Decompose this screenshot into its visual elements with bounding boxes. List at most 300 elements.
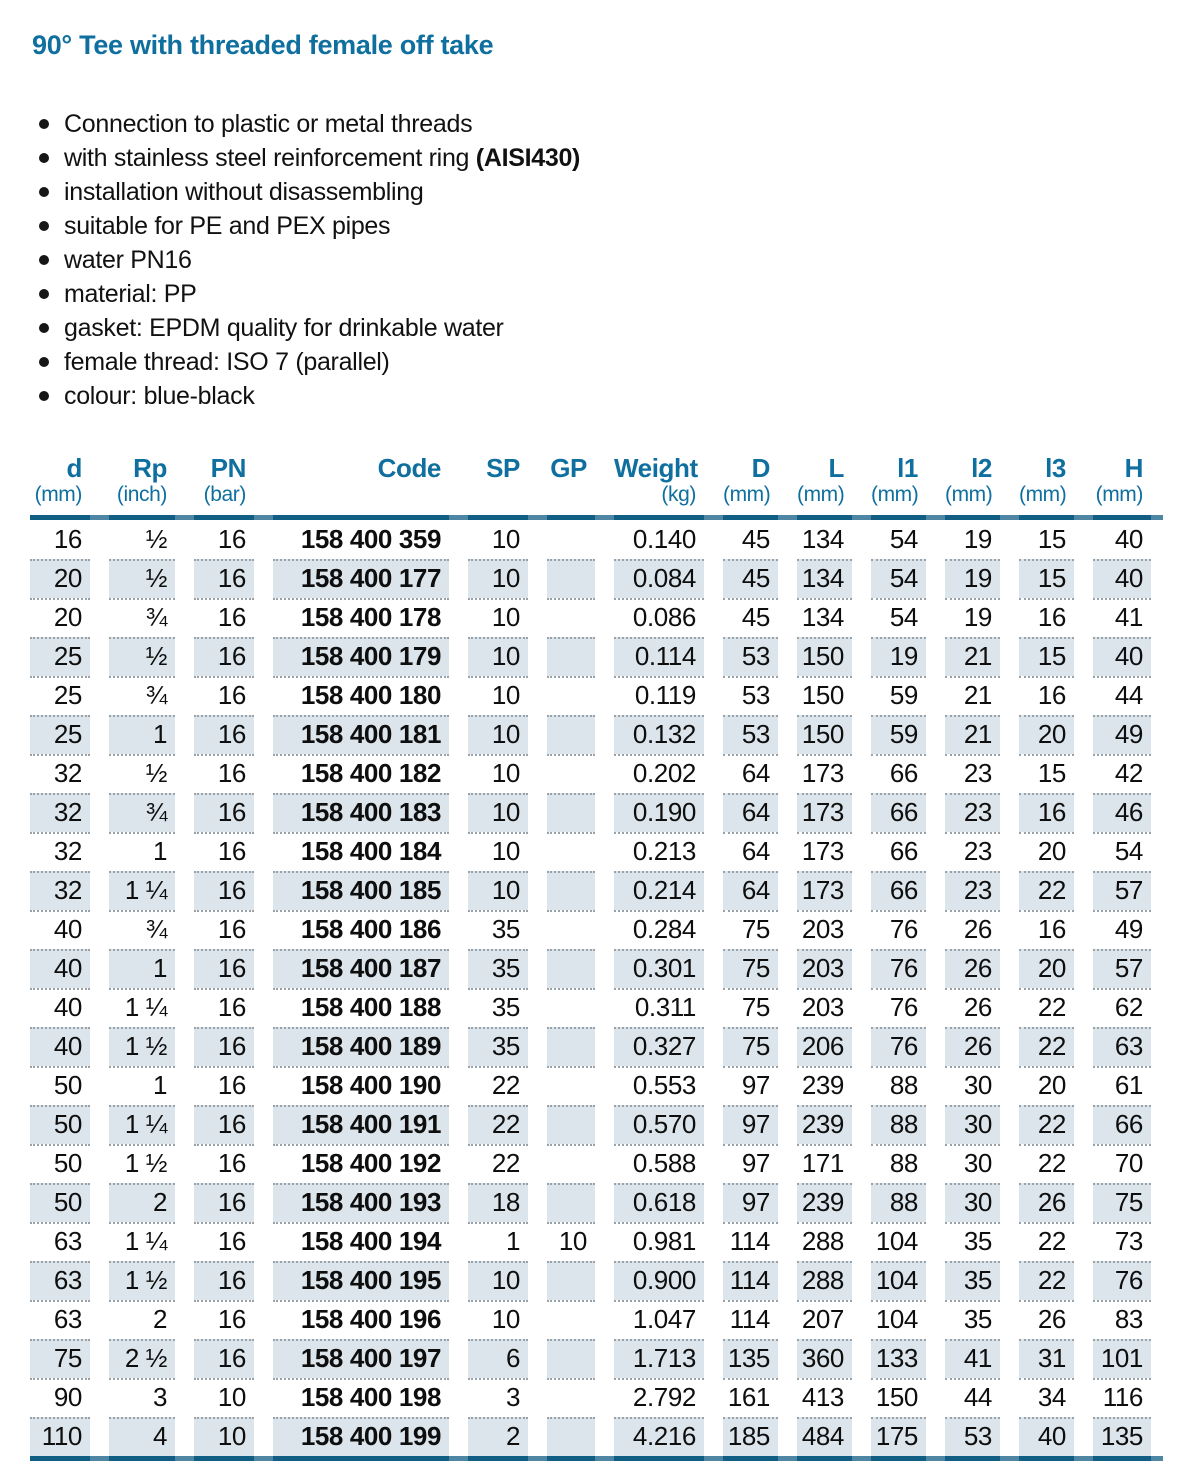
feature-item xyxy=(36,107,1163,141)
feature-item xyxy=(36,345,1163,379)
cell-d: 20 xyxy=(30,559,90,598)
cell-code: 158 400 199 xyxy=(273,1417,449,1456)
cell-code: 158 400 191 xyxy=(273,1105,449,1144)
table-row xyxy=(30,1261,1163,1300)
cell-pn: 16 xyxy=(194,676,254,715)
cell-L: 203 xyxy=(797,910,852,949)
cell-H: 62 xyxy=(1093,988,1151,1027)
cell-weight: 0.132 xyxy=(614,715,704,754)
cell-l1: 104 xyxy=(871,1261,926,1300)
cell-D: 114 xyxy=(723,1300,778,1339)
cell-l2: 26 xyxy=(945,988,1000,1027)
cell-gp xyxy=(547,1261,595,1300)
table-row xyxy=(30,559,1163,598)
cell-sp: 18 xyxy=(468,1183,528,1222)
cell-l2: 26 xyxy=(945,910,1000,949)
cell-pn: 16 xyxy=(194,637,254,676)
col-unit-code xyxy=(273,483,449,515)
col-header-D: D xyxy=(751,453,770,483)
cell-D: 53 xyxy=(723,637,778,676)
cell-code: 158 400 188 xyxy=(273,988,449,1027)
cell-rp: ½ xyxy=(145,524,167,554)
cell-l2: 19 xyxy=(945,559,1000,598)
cell-D: 75 xyxy=(723,1027,778,1066)
cell-sp: 10 xyxy=(468,559,528,598)
cell-gp xyxy=(547,754,595,793)
cell-l2: 35 xyxy=(945,1261,1000,1300)
cell-L: 150 xyxy=(797,715,852,754)
cell-weight: 0.086 xyxy=(614,598,704,637)
cell-code: 158 400 197 xyxy=(273,1339,449,1378)
cell-H: 49 xyxy=(1093,910,1151,949)
cell-gp xyxy=(547,1417,595,1456)
cell-rp: 1 xyxy=(109,949,175,988)
table-row xyxy=(30,598,1163,637)
table-row xyxy=(30,1300,1163,1339)
rule-segment xyxy=(871,1456,926,1461)
cell-l2: 26 xyxy=(945,1027,1000,1066)
cell-l1: 66 xyxy=(871,871,926,910)
cell-pn: 16 xyxy=(194,910,254,949)
col-header-l3: l3 xyxy=(1045,453,1066,483)
cell-gp xyxy=(547,1339,595,1378)
cell-l1: 76 xyxy=(871,910,926,949)
rule-segment xyxy=(945,1456,1000,1461)
cell-H: 116 xyxy=(1093,1378,1151,1417)
cell-D: 53 xyxy=(723,676,778,715)
cell-gp xyxy=(547,832,595,871)
cell-l3: 22 xyxy=(1019,988,1074,1027)
col-header-pn: PN xyxy=(210,453,246,483)
cell-l3: 15 xyxy=(1019,559,1074,598)
cell-l1: 88 xyxy=(871,1066,926,1105)
cell-code: 158 400 181 xyxy=(273,715,449,754)
feature-item xyxy=(36,141,1163,175)
cell-l1: 66 xyxy=(871,754,926,793)
cell-L: 413 xyxy=(797,1378,852,1417)
cell-gp xyxy=(547,949,595,988)
cell-L: 484 xyxy=(797,1417,852,1456)
col-unit-gp xyxy=(547,483,595,515)
cell-L: 173 xyxy=(797,832,852,871)
cell-D: 135 xyxy=(723,1339,778,1378)
cell-pn: 16 xyxy=(194,1066,254,1105)
cell-pn: 16 xyxy=(194,1339,254,1378)
cell-H: 57 xyxy=(1093,949,1151,988)
cell-H: 42 xyxy=(1093,754,1151,793)
cell-d: 40 xyxy=(30,949,90,988)
cell-sp: 10 xyxy=(468,832,528,871)
cell-d: 20 xyxy=(30,598,90,637)
cell-sp: 10 xyxy=(468,676,528,715)
table-row xyxy=(30,676,1163,715)
cell-sp: 10 xyxy=(468,598,528,637)
cell-l1: 150 xyxy=(871,1378,926,1417)
feature-item xyxy=(36,175,1163,209)
cell-sp: 10 xyxy=(468,1261,528,1300)
cell-D: 64 xyxy=(723,832,778,871)
cell-sp: 10 xyxy=(468,871,528,910)
cell-rp: ½ xyxy=(109,637,175,676)
rule-segment xyxy=(547,1456,595,1461)
col-header-l2: l2 xyxy=(971,453,992,483)
cell-L: 360 xyxy=(797,1339,852,1378)
cell-pn: 16 xyxy=(194,1300,254,1339)
cell-gp xyxy=(547,1378,595,1417)
cell-rp: 1 ¼ xyxy=(109,1105,175,1144)
cell-sp: 2 xyxy=(468,1417,528,1456)
cell-d: 63 xyxy=(30,1222,90,1261)
cell-d: 50 xyxy=(30,1105,90,1144)
cell-l1: 88 xyxy=(871,1183,926,1222)
cell-l2: 23 xyxy=(945,832,1000,871)
cell-rp: 2 xyxy=(109,1183,175,1222)
cell-L: 173 xyxy=(797,793,852,832)
cell-L: 288 xyxy=(797,1261,852,1300)
cell-pn: 16 xyxy=(194,1027,254,1066)
cell-l1: 76 xyxy=(871,1027,926,1066)
cell-code: 158 400 184 xyxy=(273,832,449,871)
cell-H: 54 xyxy=(1093,832,1151,871)
cell-sp: 35 xyxy=(468,1027,528,1066)
cell-weight: 0.119 xyxy=(614,676,704,715)
col-unit-pn: (bar) xyxy=(203,483,246,506)
cell-pn: 16 xyxy=(194,1144,254,1183)
table-row xyxy=(30,1222,1163,1261)
cell-code: 158 400 198 xyxy=(273,1378,449,1417)
cell-weight: 1.047 xyxy=(614,1300,704,1339)
cell-weight: 0.301 xyxy=(614,949,704,988)
cell-l2: 30 xyxy=(945,1183,1000,1222)
cell-H: 46 xyxy=(1093,793,1151,832)
cell-rp: ½ xyxy=(109,559,175,598)
cell-d: 40 xyxy=(30,910,90,949)
cell-pn: 16 xyxy=(194,1222,254,1261)
cell-L: 173 xyxy=(797,871,852,910)
table-row xyxy=(30,715,1163,754)
cell-d: 25 xyxy=(30,676,90,715)
cell-l3: 22 xyxy=(1019,871,1074,910)
cell-H: 61 xyxy=(1093,1066,1151,1105)
col-header-rp: Rp xyxy=(133,453,167,483)
cell-d: 16 xyxy=(53,524,82,554)
cell-l3: 26 xyxy=(1019,1183,1074,1222)
cell-gp xyxy=(547,1144,595,1183)
cell-L: 134 xyxy=(797,598,852,637)
cell-gp xyxy=(547,598,595,637)
table-row xyxy=(30,1183,1163,1222)
cell-l1: 175 xyxy=(871,1417,926,1456)
cell-l1: 104 xyxy=(871,1222,926,1261)
feature-item xyxy=(36,379,1163,413)
cell-d: 50 xyxy=(30,1066,90,1105)
cell-gp xyxy=(547,520,595,559)
col-unit-d: (mm) xyxy=(34,483,82,506)
cell-gp xyxy=(547,1300,595,1339)
table-row xyxy=(30,871,1163,910)
cell-D: 75 xyxy=(723,910,778,949)
cell-H: 70 xyxy=(1093,1144,1151,1183)
cell-d: 32 xyxy=(30,754,90,793)
cell-weight: 0.284 xyxy=(614,910,704,949)
cell-sp: 10 xyxy=(468,1300,528,1339)
cell-d: 32 xyxy=(30,832,90,871)
cell-l2: 26 xyxy=(945,949,1000,988)
feature-item xyxy=(36,209,1163,243)
cell-rp: ¾ xyxy=(109,910,175,949)
cell-sp: 1 xyxy=(468,1222,528,1261)
col-header-sp: SP xyxy=(486,453,520,483)
cell-l1: 54 xyxy=(871,598,926,637)
cell-rp: 1 xyxy=(109,715,175,754)
cell-l2: 41 xyxy=(945,1339,1000,1378)
cell-D: 161 xyxy=(723,1378,778,1417)
cell-l3: 34 xyxy=(1019,1378,1074,1417)
cell-H: 135 xyxy=(1093,1417,1151,1456)
cell-L: 203 xyxy=(797,988,852,1027)
feature-text: water PN16 xyxy=(64,246,192,274)
col-header-d: d xyxy=(66,453,82,483)
cell-l2: 53 xyxy=(945,1417,1000,1456)
cell-code: 158 400 190 xyxy=(273,1066,449,1105)
cell-sp: 10 xyxy=(468,715,528,754)
cell-pn: 16 xyxy=(194,871,254,910)
cell-weight: 0.900 xyxy=(614,1261,704,1300)
col-unit-H: (mm) xyxy=(1095,483,1143,506)
cell-sp: 35 xyxy=(468,949,528,988)
cell-gp xyxy=(547,988,595,1027)
cell-l3: 15 xyxy=(1019,637,1074,676)
cell-sp: 6 xyxy=(468,1339,528,1378)
cell-rp: ½ xyxy=(109,754,175,793)
cell-l2: 21 xyxy=(945,676,1000,715)
cell-weight: 0.588 xyxy=(614,1144,704,1183)
cell-D: 64 xyxy=(723,793,778,832)
cell-weight: 0.114 xyxy=(614,637,704,676)
cell-rp: ¾ xyxy=(109,676,175,715)
cell-L: 171 xyxy=(797,1144,852,1183)
cell-weight: 0.311 xyxy=(614,988,704,1027)
col-unit-l1: (mm) xyxy=(871,483,919,506)
cell-weight: 1.713 xyxy=(614,1339,704,1378)
cell-weight: 0.553 xyxy=(614,1066,704,1105)
table-row xyxy=(30,1417,1163,1456)
cell-rp: 1 xyxy=(109,1066,175,1105)
cell-pn: 16 xyxy=(217,524,246,554)
table-row xyxy=(30,988,1163,1027)
cell-L: 203 xyxy=(797,949,852,988)
rule-segment xyxy=(30,1456,90,1461)
cell-H: 49 xyxy=(1093,715,1151,754)
cell-l1: 104 xyxy=(871,1300,926,1339)
cell-H: 40 xyxy=(1093,637,1151,676)
cell-sp: 22 xyxy=(468,1066,528,1105)
spec-table xyxy=(30,451,1163,1461)
feature-item xyxy=(36,311,1163,345)
cell-gp xyxy=(547,1066,595,1105)
cell-L: 239 xyxy=(797,1066,852,1105)
cell-d: 25 xyxy=(30,637,90,676)
rule-segment xyxy=(797,1456,852,1461)
cell-l3: 40 xyxy=(1019,1417,1074,1456)
col-header-H: H xyxy=(1124,453,1143,483)
cell-l3: 22 xyxy=(1019,1144,1074,1183)
cell-rp: 1 ½ xyxy=(109,1027,175,1066)
cell-l2: 19 xyxy=(963,524,992,554)
cell-l1: 54 xyxy=(889,524,918,554)
cell-rp: 1 ½ xyxy=(109,1261,175,1300)
cell-l2: 30 xyxy=(945,1066,1000,1105)
cell-code: 158 400 177 xyxy=(273,559,449,598)
cell-code: 158 400 187 xyxy=(273,949,449,988)
cell-H: 40 xyxy=(1114,524,1143,554)
cell-l3: 16 xyxy=(1019,676,1074,715)
cell-rp: 1 ¼ xyxy=(109,871,175,910)
cell-d: 50 xyxy=(30,1144,90,1183)
table-row xyxy=(30,793,1163,832)
cell-pn: 16 xyxy=(194,1183,254,1222)
cell-H: 76 xyxy=(1093,1261,1151,1300)
cell-gp xyxy=(547,1027,595,1066)
col-unit-weight: (kg) xyxy=(661,483,696,506)
col-header-l1: l1 xyxy=(897,453,918,483)
table-row xyxy=(30,1066,1163,1105)
cell-rp: 4 xyxy=(109,1417,175,1456)
feature-list xyxy=(36,107,1163,413)
cell-l2: 35 xyxy=(945,1300,1000,1339)
cell-H: 41 xyxy=(1093,598,1151,637)
rule-segment xyxy=(723,1456,778,1461)
table-row xyxy=(30,520,1163,559)
cell-pn: 16 xyxy=(194,715,254,754)
cell-D: 97 xyxy=(723,1144,778,1183)
cell-weight: 0.140 xyxy=(632,524,696,554)
cell-weight: 0.570 xyxy=(614,1105,704,1144)
cell-rp: 1 ½ xyxy=(109,1144,175,1183)
cell-d: 32 xyxy=(30,793,90,832)
cell-l1: 76 xyxy=(871,949,926,988)
cell-gp xyxy=(547,1105,595,1144)
cell-rp: 1 xyxy=(109,832,175,871)
cell-gp xyxy=(547,715,595,754)
cell-gp xyxy=(547,676,595,715)
cell-code: 158 400 189 xyxy=(273,1027,449,1066)
cell-code: 158 400 195 xyxy=(273,1261,449,1300)
cell-l2: 44 xyxy=(945,1378,1000,1417)
cell-l3: 22 xyxy=(1019,1105,1074,1144)
cell-l3: 20 xyxy=(1019,949,1074,988)
cell-L: 206 xyxy=(797,1027,852,1066)
cell-H: 66 xyxy=(1093,1105,1151,1144)
cell-pn: 16 xyxy=(194,949,254,988)
cell-l2: 23 xyxy=(945,871,1000,910)
cell-L: 150 xyxy=(797,637,852,676)
cell-l1: 76 xyxy=(871,988,926,1027)
feature-text: female thread: ISO 7 (parallel) xyxy=(64,348,390,376)
cell-L: 134 xyxy=(801,524,844,554)
cell-l3: 20 xyxy=(1019,832,1074,871)
cell-rp: ¾ xyxy=(109,793,175,832)
cell-l1: 54 xyxy=(871,559,926,598)
cell-l3: 22 xyxy=(1019,1261,1074,1300)
cell-code: 158 400 179 xyxy=(273,637,449,676)
cell-weight: 0.213 xyxy=(614,832,704,871)
feature-item xyxy=(36,243,1163,277)
cell-d: 40 xyxy=(30,988,90,1027)
bottom-rule xyxy=(30,1456,1163,1461)
table-row xyxy=(30,1144,1163,1183)
cell-D: 114 xyxy=(723,1222,778,1261)
cell-l1: 59 xyxy=(871,715,926,754)
cell-l3: 15 xyxy=(1037,524,1066,554)
cell-H: 63 xyxy=(1093,1027,1151,1066)
cell-pn: 16 xyxy=(194,598,254,637)
cell-gp xyxy=(547,793,595,832)
cell-rp: 2 xyxy=(109,1300,175,1339)
cell-L: 150 xyxy=(797,676,852,715)
cell-pn: 16 xyxy=(194,754,254,793)
cell-pn: 10 xyxy=(194,1417,254,1456)
cell-l2: 30 xyxy=(945,1144,1000,1183)
table-row xyxy=(30,832,1163,871)
rule-segment xyxy=(614,1456,704,1461)
cell-d: 75 xyxy=(30,1339,90,1378)
cell-code: 158 400 180 xyxy=(273,676,449,715)
cell-l2: 23 xyxy=(945,793,1000,832)
cell-weight: 0.190 xyxy=(614,793,704,832)
col-header-weight: Weight xyxy=(614,453,698,483)
cell-code: 158 400 183 xyxy=(273,793,449,832)
cell-gp xyxy=(547,910,595,949)
cell-weight: 0.214 xyxy=(614,871,704,910)
cell-pn: 10 xyxy=(194,1378,254,1417)
cell-l3: 16 xyxy=(1019,793,1074,832)
col-unit-sp xyxy=(468,483,528,515)
cell-code: 158 400 192 xyxy=(273,1144,449,1183)
cell-l2: 23 xyxy=(945,754,1000,793)
cell-code: 158 400 196 xyxy=(273,1300,449,1339)
cell-pn: 16 xyxy=(194,1105,254,1144)
rule-segment xyxy=(273,1456,449,1461)
col-unit-l3: (mm) xyxy=(1019,483,1067,506)
rule-segment xyxy=(194,1456,254,1461)
cell-l1: 88 xyxy=(871,1105,926,1144)
cell-H: 75 xyxy=(1093,1183,1151,1222)
cell-pn: 16 xyxy=(194,559,254,598)
cell-H: 40 xyxy=(1093,559,1151,598)
table-row xyxy=(30,949,1163,988)
cell-gp xyxy=(547,637,595,676)
cell-D: 64 xyxy=(723,871,778,910)
cell-l1: 133 xyxy=(871,1339,926,1378)
cell-weight: 0.084 xyxy=(614,559,704,598)
cell-l2: 19 xyxy=(945,598,1000,637)
cell-l3: 22 xyxy=(1019,1027,1074,1066)
cell-code: 158 400 178 xyxy=(273,598,449,637)
table-body xyxy=(30,520,1163,1456)
cell-sp: 3 xyxy=(468,1378,528,1417)
table-row xyxy=(30,637,1163,676)
cell-sp: 22 xyxy=(468,1144,528,1183)
cell-weight: 0.981 xyxy=(614,1222,704,1261)
cell-gp: 10 xyxy=(547,1222,595,1261)
cell-code: 158 400 194 xyxy=(273,1222,449,1261)
cell-D: 64 xyxy=(723,754,778,793)
rule-segment xyxy=(468,1456,528,1461)
cell-d: 90 xyxy=(30,1378,90,1417)
table-row xyxy=(30,1378,1163,1417)
cell-code: 158 400 186 xyxy=(273,910,449,949)
